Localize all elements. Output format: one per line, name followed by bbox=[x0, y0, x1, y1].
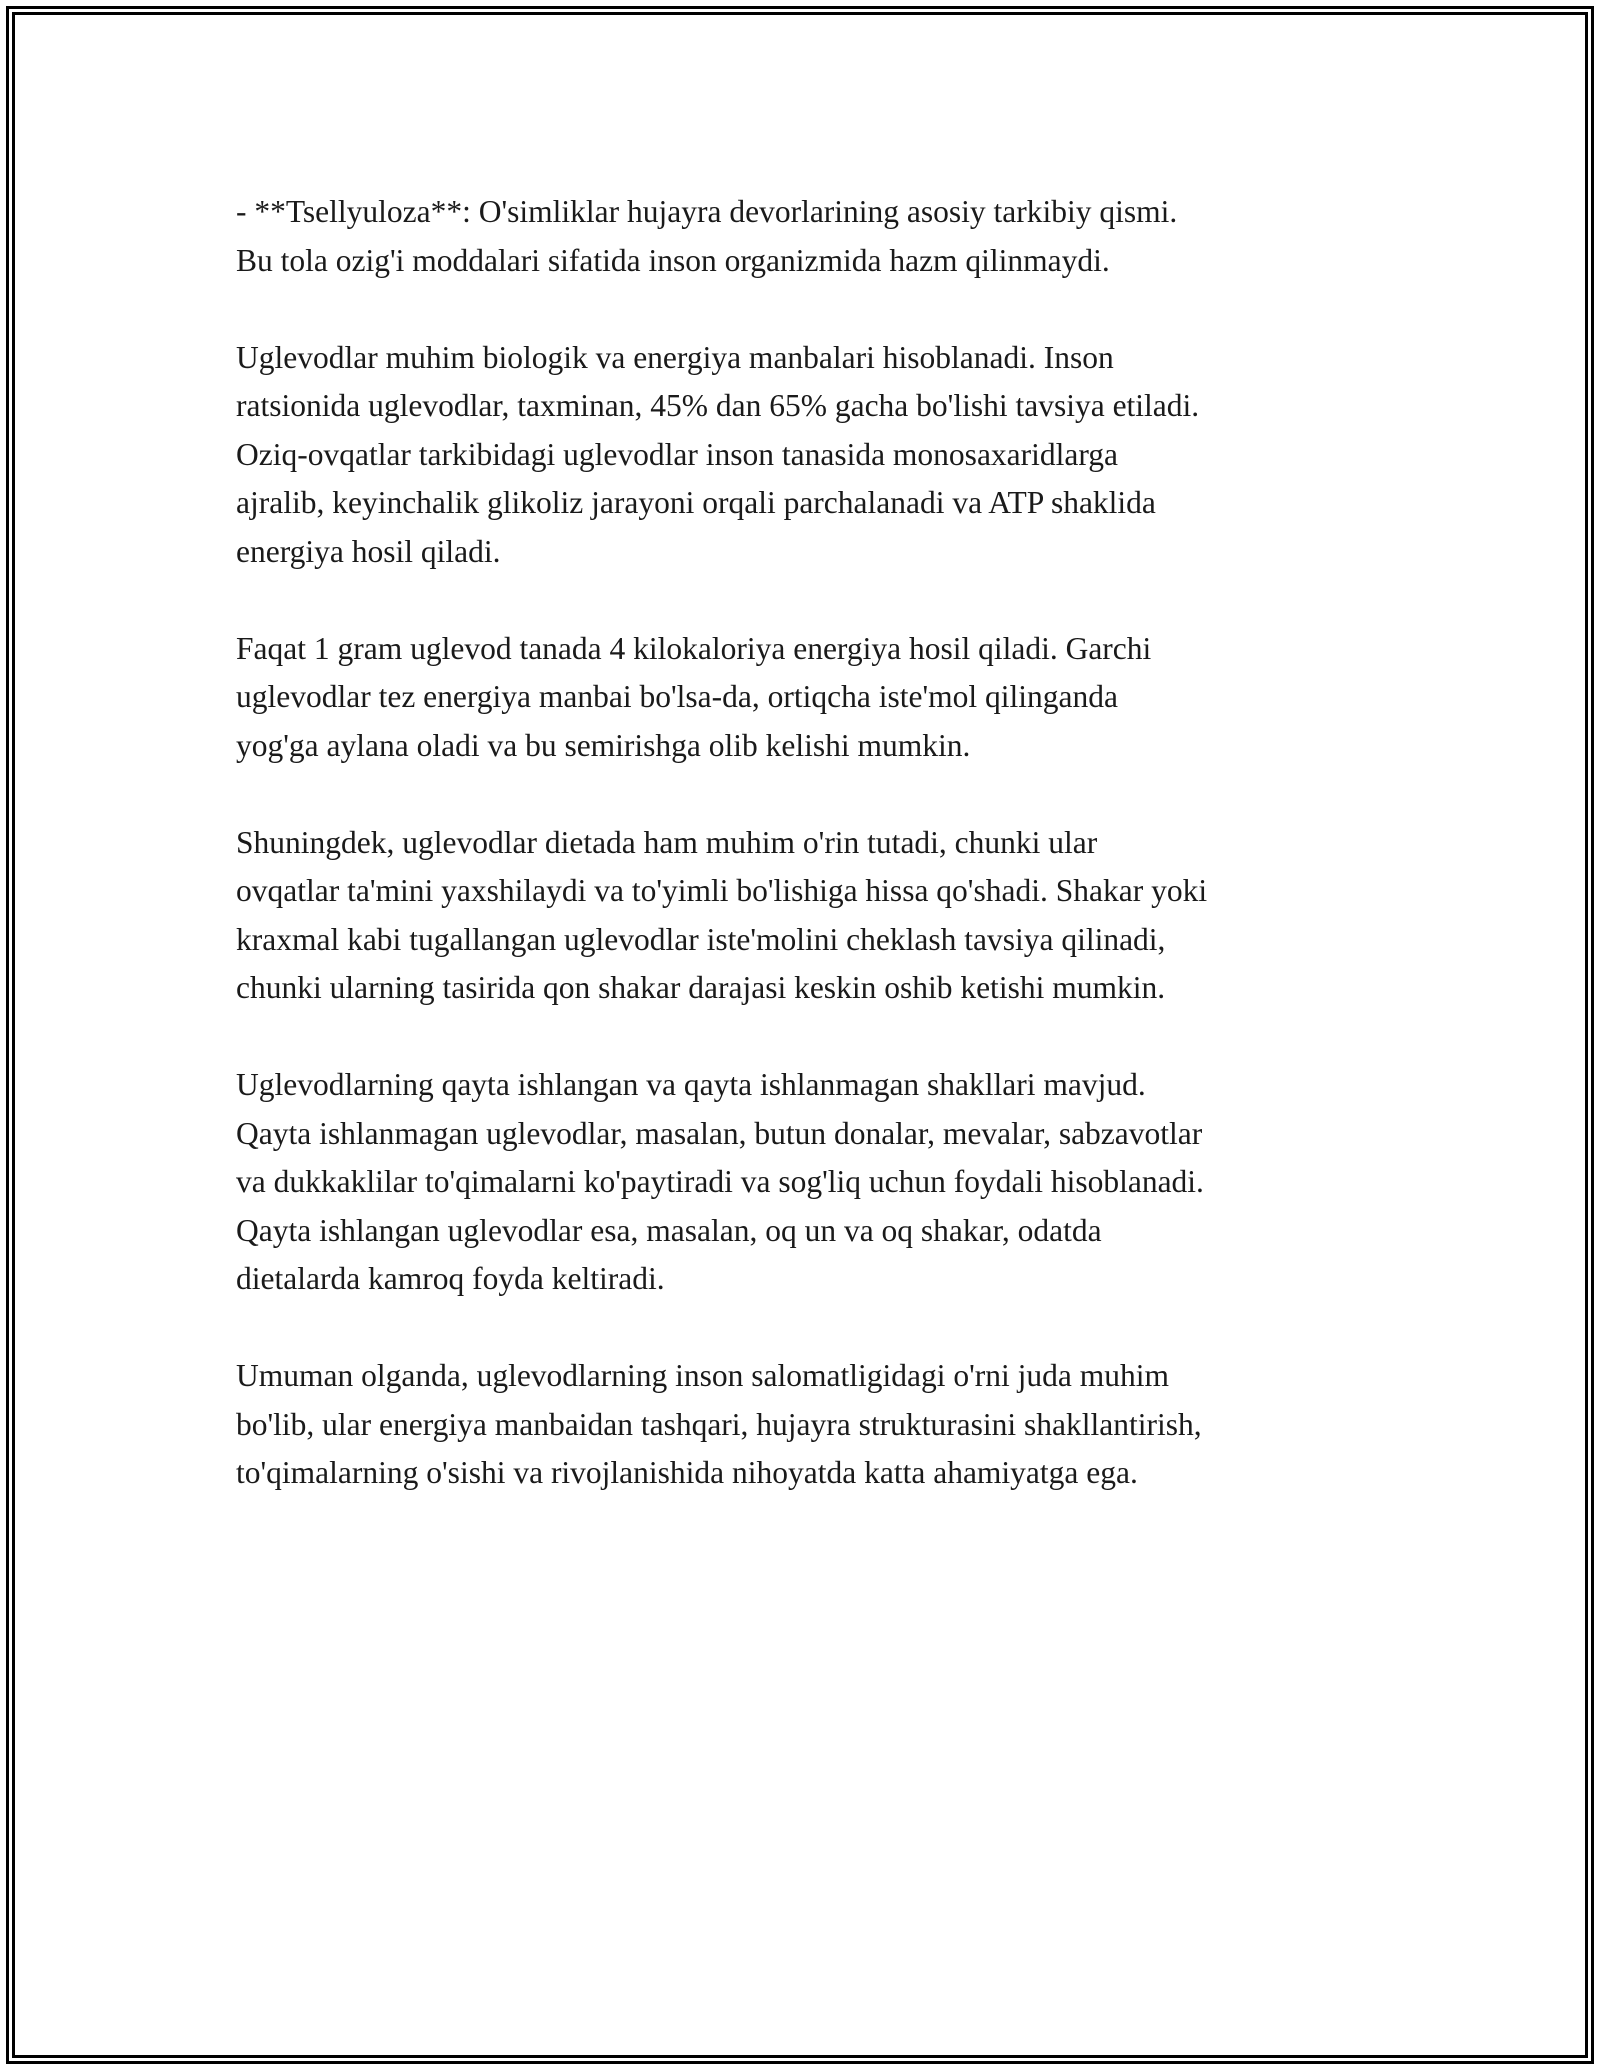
paragraph-processed-forms: Uglevodlarning qayta ishlangan va qayta ishlanmagan shakllari mavjud. Qayta ishlanmagan uglevodlar, masalan, butun donalar, mevalar, sabzavotlar va dukkaklilar to'qimalarni ko'paytiradi va sog'liq uchun foydali hisoblanadi. Qayta ishlangan uglevodlar esa, masalan, oq un va oq shakar, odatda dietalarda kamroq foyda keltiradi. bbox=[236, 1067, 1204, 1296]
paragraph-conclusion: Umuman olganda, uglevodlarning inson salomatligidagi o'rni juda muhim bo'lib, ular energiya manbaidan tashqari, hujayra strukturasini shakllantirish, to'qimalarning o'sishi va rivojlanishida nihoyatda katta ahamiyatga ega. bbox=[236, 1358, 1202, 1490]
paragraph-diet-role: Shuningdek, uglevodlar dietada ham muhim o'rin tutadi, chunki ular ovqatlar ta'mini yaxshilaydi va to'yimli bo'lishiga hissa qo'shadi. Shakar yoki kraxmal kabi tugallangan uglevodlar iste'molini cheklash tavsiya qilinadi, chunki ularning tasirida qon shakar darajasi keskin oshib ketishi mumkin. bbox=[236, 824, 1208, 1005]
document-body bbox=[236, 188, 1376, 1546]
paragraph-energy-sources: Uglevodlar muhim biologik va energiya manbalari hisoblanadi. Inson ratsionida uglevodlar, taxminan, 45% dan 65% gacha bo'lishi tavsiya etiladi. Oziq-ovqatlar tarkibidagi uglevodlar inson tanasida monosaxaridlarga ajralib, keyinchalik glikoliz jarayoni orqali parchalanadi va ATP shaklida energiya hosil qiladi. bbox=[236, 339, 1200, 569]
paragraph-kilocalories: Faqat 1 gram uglevod tanada 4 kilokaloriya energiya hosil qiladi. Garchi uglevodlar tez energiya manbai bo'lsa-da, ortiqcha iste'mol qilinganda yog'ga aylana oladi va bu semirishga olib kelishi mumkin. bbox=[236, 630, 1152, 763]
paragraph-cellulose: - **Tsellyuloza**: O'simliklar hujayra devorlarining asosiy tarkibiy qismi. Bu tola ozig'i moddalari sifatida inson organizmida hazm qilinmaydi. bbox=[236, 194, 1178, 278]
